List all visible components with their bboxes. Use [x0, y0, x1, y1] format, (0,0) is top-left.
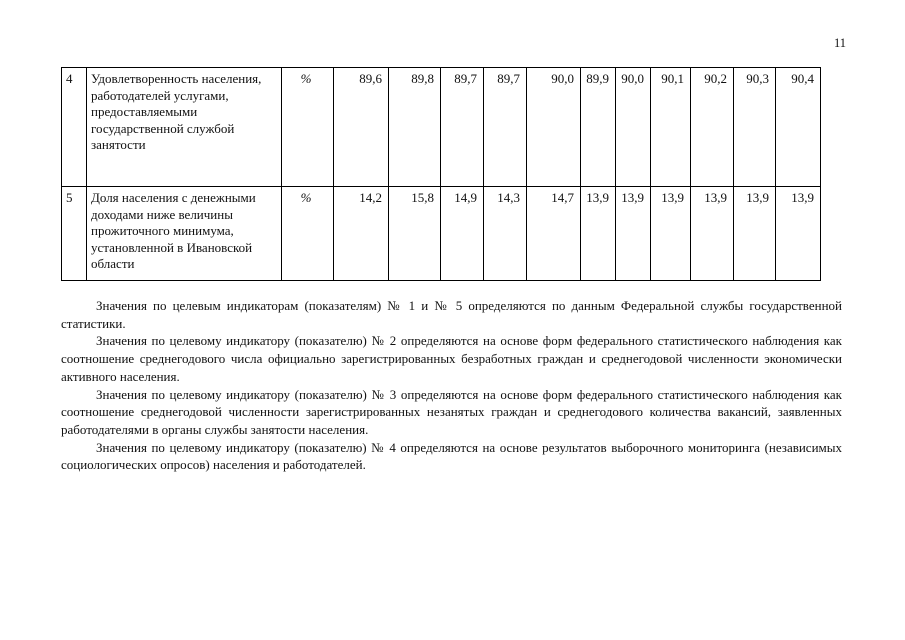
- value-cell: 13,9: [616, 187, 651, 281]
- row-number: 4: [62, 68, 87, 187]
- value-cell: 13,9: [581, 187, 616, 281]
- value-cell: 14,2: [334, 187, 389, 281]
- page-number: 11: [833, 36, 846, 50]
- value-cell: 90,3: [734, 68, 776, 187]
- value-cell: 90,0: [616, 68, 651, 187]
- note-paragraph: Значения по целевому индикатору (показателю) № 4 определяются на основе результатов выборочного мониторинга (независимых социологических опросов) населения и работодателей.: [61, 439, 842, 473]
- value-cell: 14,9: [441, 187, 484, 281]
- value-cell: 90,4: [776, 68, 821, 187]
- value-cell: 90,1: [651, 68, 691, 187]
- value-cell: 14,7: [527, 187, 581, 281]
- row-number: 5: [62, 187, 87, 281]
- notes-section: [61, 297, 842, 474]
- value-cell: 89,8: [389, 68, 441, 187]
- indicator-name: Доля населения с денежными доходами ниже величины прожиточного минимума, установленной в Ивановской области: [87, 187, 282, 281]
- value-cell: 13,9: [776, 187, 821, 281]
- value-cell: 13,9: [651, 187, 691, 281]
- value-cell: 13,9: [734, 187, 776, 281]
- indicator-table: [61, 67, 821, 281]
- value-cell: 90,0: [527, 68, 581, 187]
- unit-cell: %: [282, 68, 334, 187]
- value-cell: 89,7: [484, 68, 527, 187]
- value-cell: 90,2: [691, 68, 734, 187]
- value-cell: 14,3: [484, 187, 527, 281]
- indicator-name: Удовлетворенность населения, работодателей услугами, предоставляемыми государственной службой занятости: [87, 68, 282, 187]
- value-cell: 89,6: [334, 68, 389, 187]
- table-row: [62, 187, 821, 281]
- note-paragraph: Значения по целевому индикатору (показателю) № 2 определяются на основе форм федерального статистического наблюдения как соотношение среднегодового числа официально зарегистрированных безработных граждан и среднегодовой численности экономически активного населения.: [61, 333, 842, 384]
- value-cell: 89,9: [581, 68, 616, 187]
- note-paragraph: Значения по целевому индикатору (показателю) № 3 определяются на основе форм федерального статистического наблюдения как соотношение среднегодовой численности зарегистрированных незанятых граждан и среднегодового количества вакансий, заявленных работодателями в органы службы занятости населения.: [61, 386, 842, 437]
- unit-cell: %: [282, 187, 334, 281]
- value-cell: 89,7: [441, 68, 484, 187]
- value-cell: 15,8: [389, 187, 441, 281]
- note-paragraph: Значения по целевым индикаторам (показателям) № 1 и № 5 определяются по данным Федеральной службы государственной статистики.: [61, 298, 842, 331]
- value-cell: 13,9: [691, 187, 734, 281]
- table-row: [62, 68, 821, 187]
